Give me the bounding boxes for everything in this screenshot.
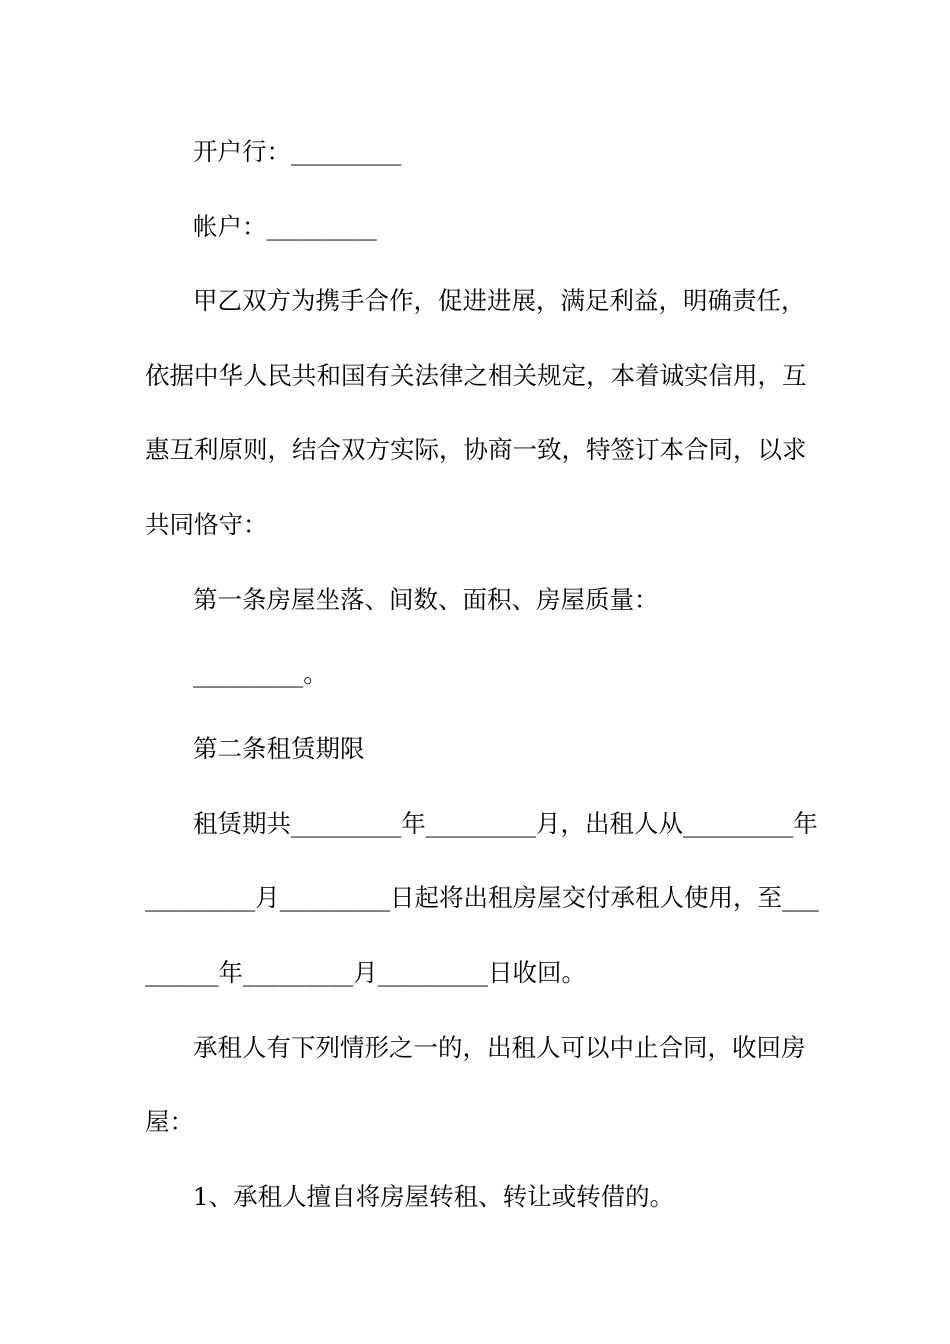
lease-term-line-1: 租赁期共_________年_________月，出租人从_________年	[193, 809, 818, 838]
termination-clause-line-2: 屋：	[145, 1107, 194, 1136]
preamble-line-2: 依据中华人民共和国有关法律之相关规定，本着诚实信用，互	[145, 361, 807, 390]
preamble-line-4: 共同恪守：	[145, 510, 268, 539]
bank-name-line: 开户行：_________	[193, 137, 402, 166]
article-2-heading: 第二条租赁期限	[193, 734, 365, 763]
article-1-heading: 第一条房屋坐落、间数、面积、房屋质量：	[193, 585, 659, 614]
lease-term-line-2: _________月_________日起将出租房屋交付承租人使用，至___	[145, 883, 819, 912]
preamble-line-3: 惠互利原则，结合双方实际，协商一致，特签订本合同，以求	[145, 435, 807, 464]
account-line: 帐户：_________	[193, 212, 377, 241]
article-1-blank: _________。	[193, 659, 328, 688]
lease-term-line-3: ______年_________月_________日收回。	[145, 958, 586, 987]
termination-item-1: 1、承租人擅自将房屋转租、转让或转借的。	[193, 1182, 675, 1211]
termination-clause-line-1: 承租人有下列情形之一的，出租人可以中止合同，收回房	[193, 1033, 806, 1062]
preamble-line-1: 甲乙双方为携手合作，促进进展，满足利益，明确责任，	[193, 286, 806, 315]
